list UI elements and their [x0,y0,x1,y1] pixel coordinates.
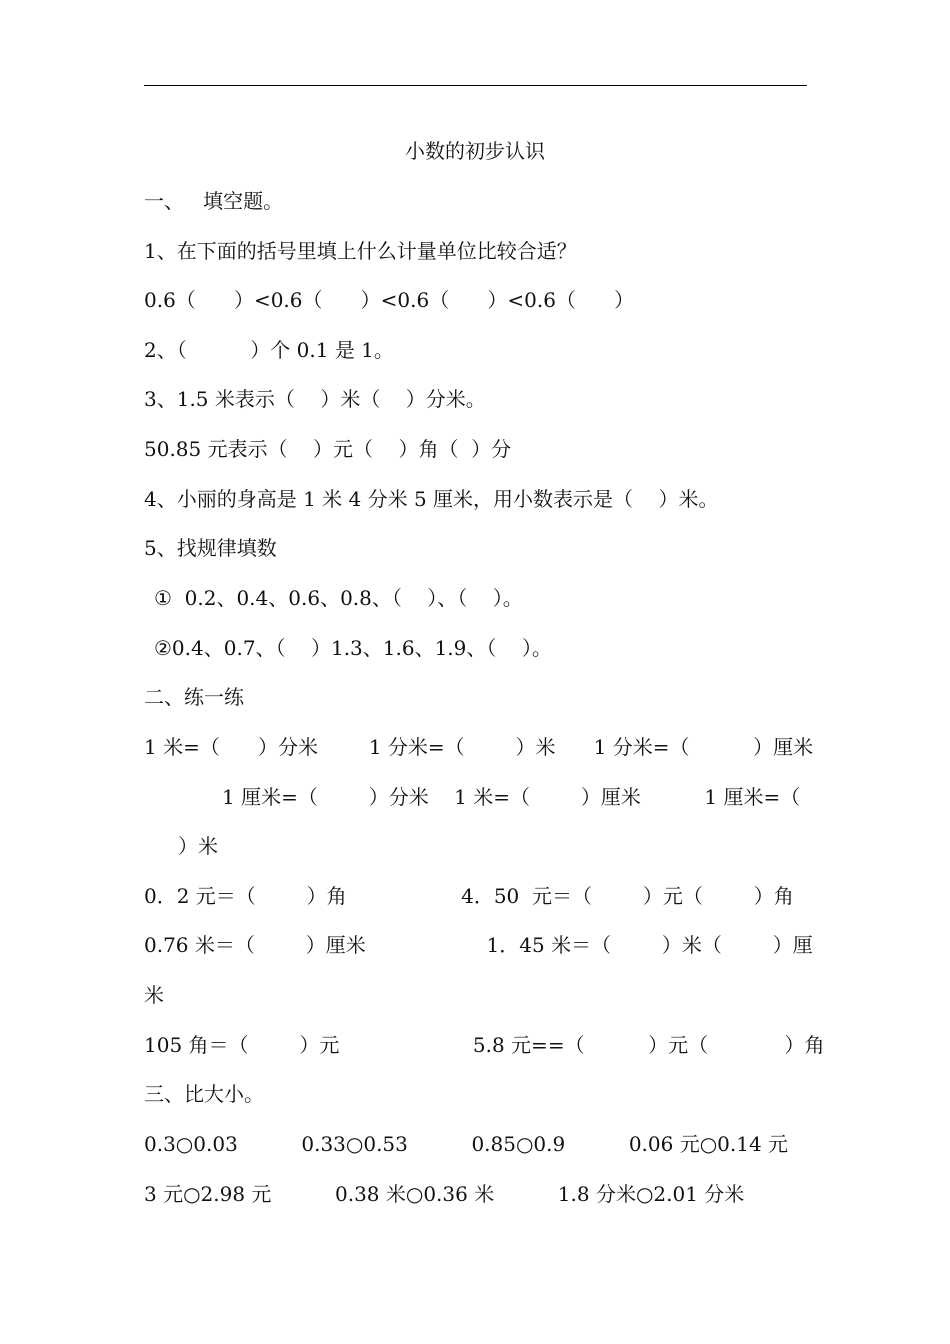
question-1: 1、在下面的括号里填上什么计量单位比较合适？ [144,239,577,263]
question-4: 4、小丽的身高是 1 米 4 分米 5 厘米，用小数表示是（ ）米。 [144,487,719,511]
practice-conversion-row-2-continued: ）米 [178,834,218,858]
question-5-sequence-1: ① 0.2、0.4、0.6、0.8、（ ）、（ ）。 [154,586,523,610]
practice-conversion-row-1: 1 米=（ ）分米 1 分米=（ ）米 1 分米=（ ）厘米 [144,735,814,759]
header-rule [144,85,807,86]
compare-row-1: 0.3○0.03 0.33○0.53 0.85○0.9 0.06 元○0.14 元 [144,1132,789,1156]
practice-length-row: 0.76 米＝（ ）厘米 1．45 米＝（ ）米（ ）厘 [144,933,813,957]
page-title: 小数的初步认识 [405,139,545,163]
section-heading-fill-blank: 一、 填空题。 [144,189,284,213]
question-2: 2、（ ）个 0.1 是 1。 [144,338,394,362]
practice-conversion-row-2: 1 厘米=（ ）分米 1 米=（ ）厘米 1 厘米=（ [222,785,801,809]
practice-length-row-continued: 米 [144,983,164,1007]
section-heading-compare: 三、比大小。 [144,1082,264,1106]
practice-money-row-1: 0．2 元＝（ ）角 4．50 元＝（ ）元（ ）角 [144,884,794,908]
practice-money-row-2: 105 角＝（ ）元 5.8 元==（ ）元（ ）角 [144,1033,825,1057]
compare-row-2: 3 元○2.98 元 0.38 米○0.36 米 1.8 分米○2.01 分米 [144,1182,745,1206]
section-heading-practice: 二、练一练 [144,685,244,709]
question-3-part-2: 50.85 元表示（ ）元（ ）角（ ）分 [144,437,512,461]
question-3: 3、1.5 米表示（ ）米（ ）分米。 [144,387,486,411]
question-5-sequence-2: ②0.4、0.7、（ ）1.3、1.6、1.9、（ ）。 [154,636,552,660]
question-5: 5、找规律填数 [144,536,277,560]
question-1-blanks: 0.6（ ）<0.6（ ）<0.6（ ）<0.6（ ） [144,288,635,312]
